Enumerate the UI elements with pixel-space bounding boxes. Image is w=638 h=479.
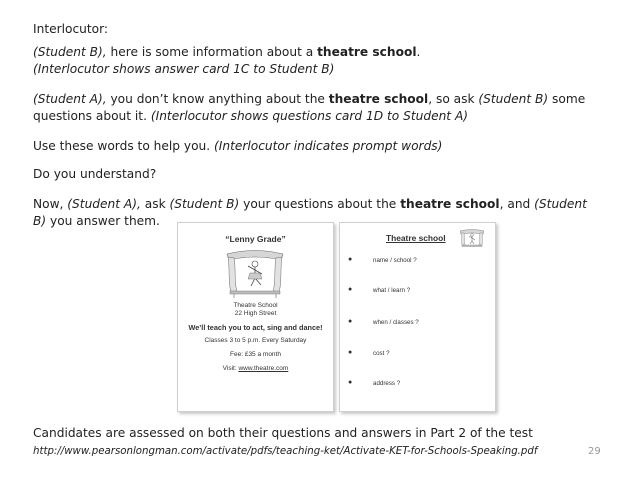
question-item-5: address ? bbox=[373, 380, 401, 387]
stage-illustration-icon bbox=[224, 248, 286, 298]
bullet-icon: ● bbox=[348, 318, 353, 325]
page-number: 29 bbox=[588, 446, 601, 457]
question-item-4: cost ? bbox=[373, 350, 390, 357]
school-website: Visit: www.theatre.com bbox=[222, 365, 289, 372]
paragraph-2-line-2: questions about it. (Interlocutor shows questions card 1D to Student A) bbox=[33, 109, 469, 123]
question-card-1d bbox=[339, 222, 496, 412]
school-address: 22 High Street bbox=[234, 310, 277, 317]
interlocutor-label: Interlocutor: bbox=[33, 22, 109, 36]
paragraph-2-line-1: (Student A), you don’t know anything about the theatre school, so ask (Student B) some bbox=[33, 92, 586, 106]
class-times: Classes 3 to 5 p.m. Every Saturday bbox=[204, 337, 307, 344]
question-card-title: Theatre school bbox=[386, 233, 446, 243]
paragraph-4: Do you understand? bbox=[33, 167, 157, 181]
paragraph-1-line-1: (Student B), here is some information about a theatre school. bbox=[33, 45, 421, 59]
question-item-1: name / school ? bbox=[373, 257, 417, 264]
paragraph-5-line-2: B) you answer them. bbox=[33, 214, 160, 228]
question-item-2: what / learn ? bbox=[373, 287, 411, 294]
school-name: Theatre School bbox=[233, 302, 278, 309]
bullet-icon: ● bbox=[348, 286, 353, 293]
bullet-icon: ● bbox=[348, 349, 353, 356]
paragraph-1-line-2: (Interlocutor shows answer card 1C to Student B) bbox=[33, 62, 335, 76]
bullet-icon: ● bbox=[348, 379, 353, 386]
stage-illustration-icon bbox=[459, 228, 485, 248]
assessment-note: Candidates are assessed on both their questions and answers in Part 2 of the test bbox=[33, 426, 533, 440]
card-title: “Lenny Grade” bbox=[225, 234, 286, 244]
source-url: http://www.pearsonlongman.com/activate/pdfs/teaching-ket/Activate-KET-for-Schools-Speaking.pdf bbox=[33, 446, 538, 457]
bullet-icon: ● bbox=[348, 256, 353, 263]
answer-card-1c bbox=[177, 222, 334, 412]
class-fee: Fee: £35 a month bbox=[230, 351, 281, 358]
paragraph-5-line-1: Now, (Student A), ask (Student B) your questions about the theatre school, and (Student bbox=[33, 197, 587, 211]
question-item-3: when / classes ? bbox=[373, 319, 419, 326]
school-slogan: We’ll teach you to act, sing and dance! bbox=[188, 323, 323, 332]
paragraph-3: Use these words to help you. (Interlocutor indicates prompt words) bbox=[33, 139, 443, 153]
